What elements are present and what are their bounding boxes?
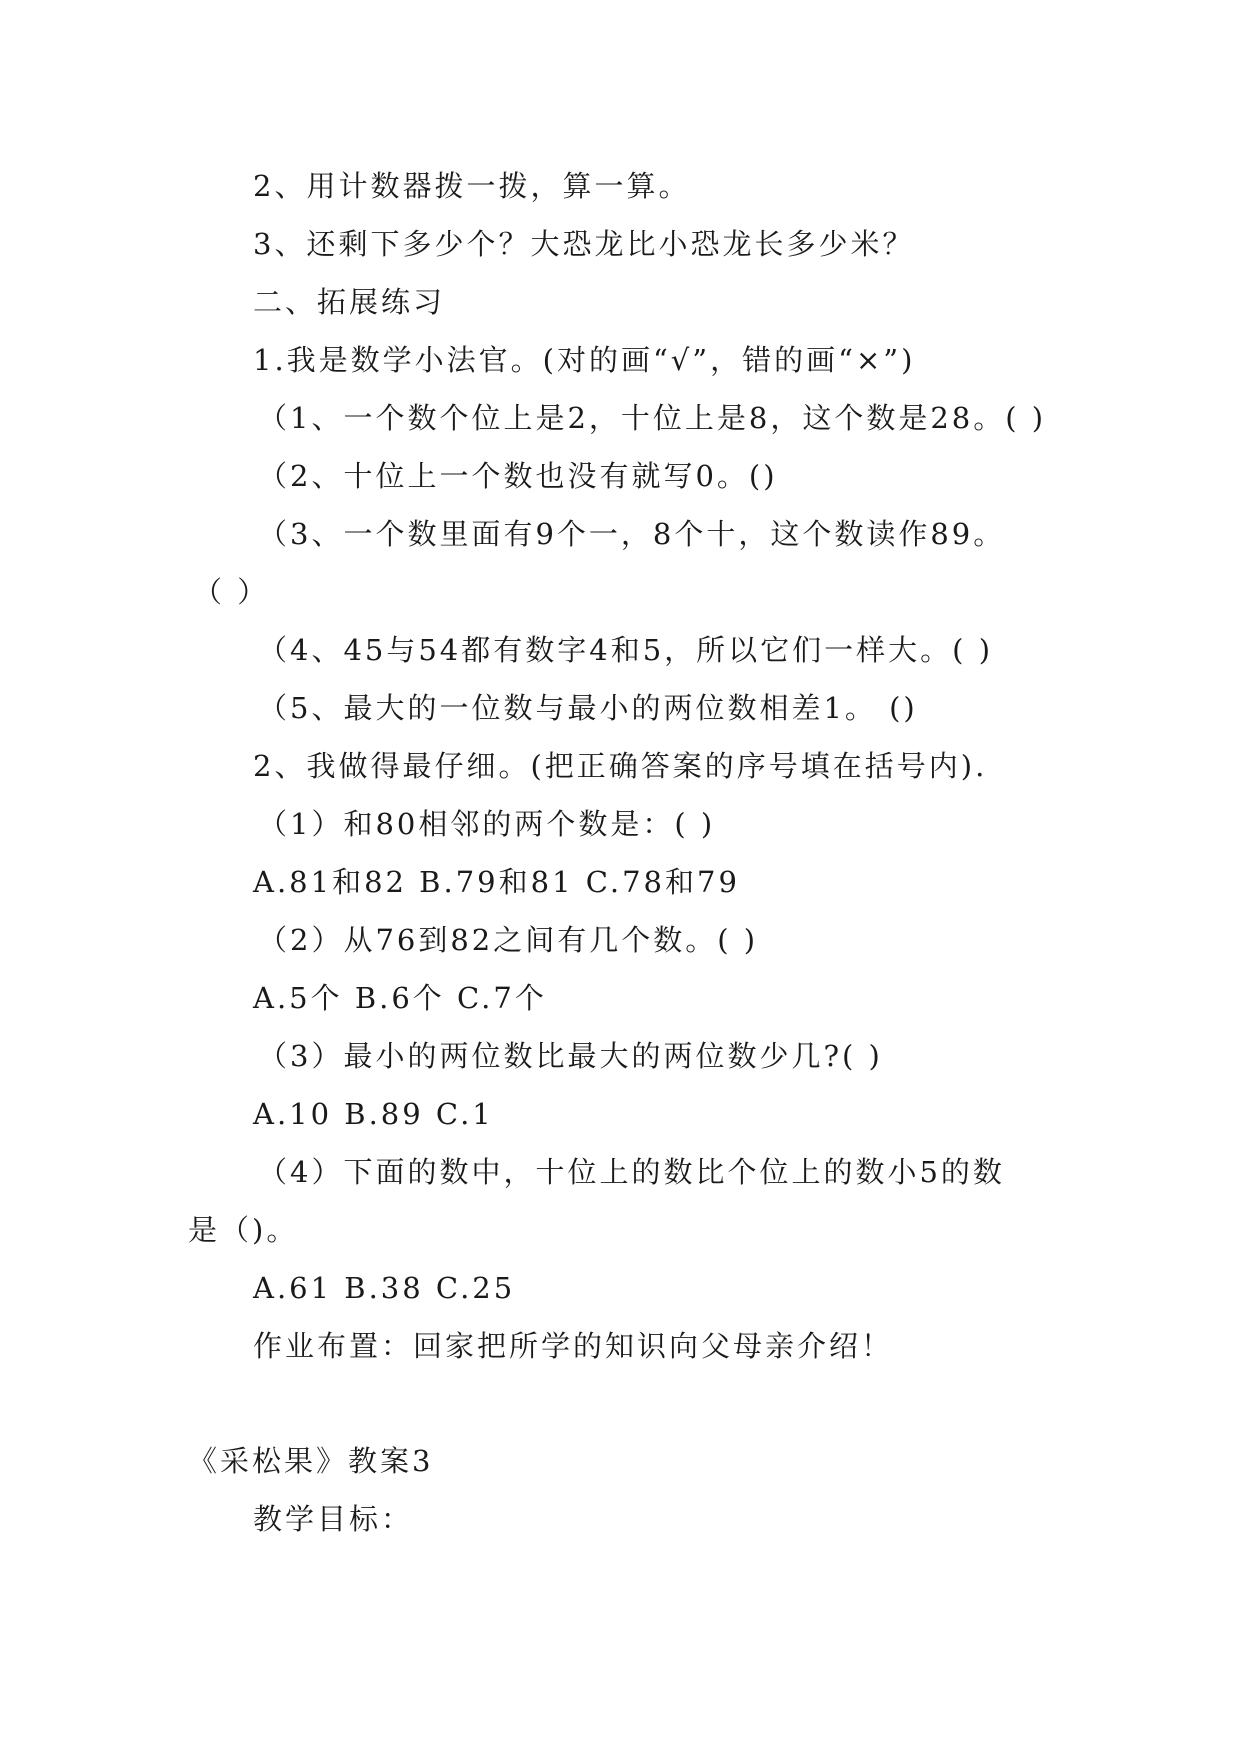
text-line: （3、一个数里面有9个一，8个十，这个数读作89。 [258, 517, 1006, 551]
text-line: A.5个 B.6个 C.7个 [253, 981, 547, 1015]
document-title: 《采松果》教案3 [188, 1444, 434, 1478]
text-line: 2、用计数器拨一拨，算一算。 [253, 169, 691, 203]
text-line: （4、45与54都有数字4和5，所以它们一样大。( ) [258, 633, 994, 667]
section-heading: 二、拓展练习 [253, 285, 446, 319]
section-heading: 教学目标： [253, 1502, 414, 1536]
text-line: A.10 B.89 C.1 [253, 1097, 494, 1131]
text-line: （1、一个数个位上是2，十位上是8，这个数是28。( ) [258, 401, 1047, 435]
text-line: （2、十位上一个数也没有就写0。() [258, 459, 778, 493]
text-line: 1.我是数学小法官。(对的画“√”，错的画“×”) [253, 343, 916, 377]
text-line: （ ） [193, 575, 270, 609]
text-line: （5、最大的一位数与最小的两位数相差1。 () [258, 691, 918, 725]
text-line: 作业布置：回家把所学的知识向父母亲介绍！ [253, 1329, 894, 1363]
text-line: （4）下面的数中，十位上的数比个位上的数小5的数 [258, 1155, 1005, 1189]
text-line: A.61 B.38 C.25 [253, 1271, 516, 1305]
text-line: 2、我做得最仔细。(把正确答案的序号填在括号内). [253, 749, 988, 783]
text-line: （1）和80相邻的两个数是：( ) [258, 807, 716, 841]
text-line: 3、还剩下多少个？大恐龙比小恐龙长多少米？ [253, 227, 915, 261]
text-line: （2）从76到82之间有几个数。( ) [258, 923, 759, 957]
text-line: A.81和82 B.79和81 C.78和79 [253, 865, 740, 899]
text-line: 是（)。 [188, 1213, 299, 1247]
text-line: （3）最小的两位数比最大的两位数少几?( ) [258, 1039, 883, 1073]
